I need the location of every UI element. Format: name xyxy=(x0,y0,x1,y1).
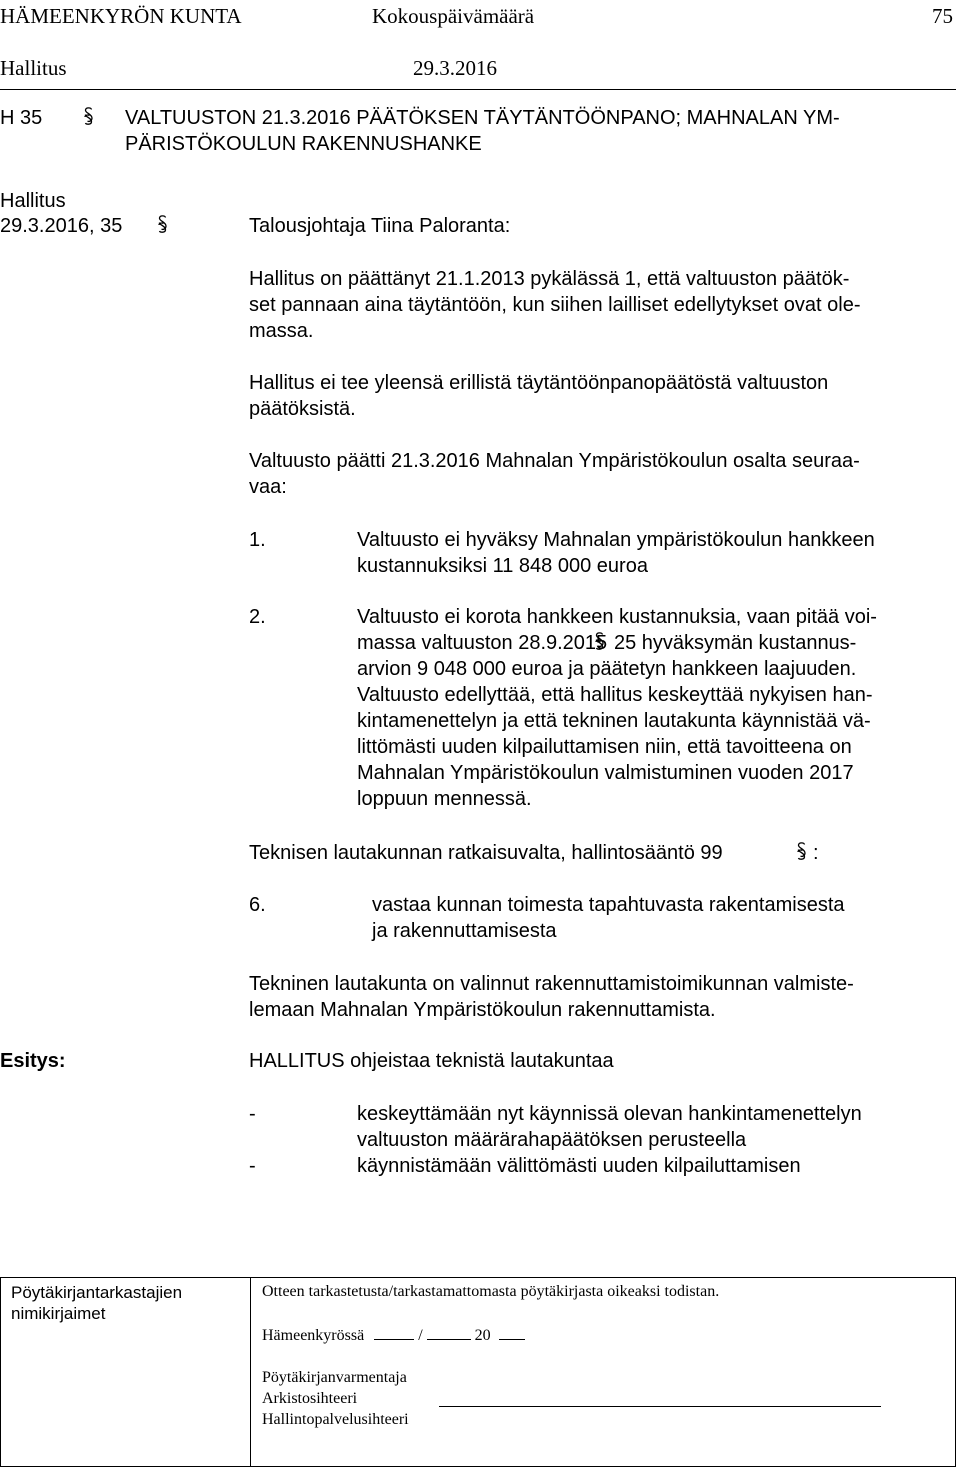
paragraph-3-line1: Valtuusto päätti 21.3.2016 Mahnalan Ympäristökoulun osalta seuraa- xyxy=(249,450,860,472)
decision-2-line3: arvion 9 048 000 euroa ja päätetyn hankkeen laajuuden. xyxy=(357,658,857,680)
decision-2-line6: littömästi uuden kilpailuttamisen niin, että tavoitteena on xyxy=(357,736,852,758)
decision-2-number: 2. xyxy=(249,606,266,628)
paragraph-2-line1: Hallitus ei tee yleensä erillistä täytäntöönpanopäätöstä valtuuston xyxy=(249,372,829,394)
meeting-ref: 29.3.2016, 35 xyxy=(0,215,123,237)
decision-1-line2: kustannuksiksi 11 848 000 euroa xyxy=(357,555,648,577)
decision-1-number: 1. xyxy=(249,529,266,551)
section-title-line1: VALTUUSTON 21.3.2016 PÄÄTÖKSEN TÄYTÄNTÖÖNPANO; MAHNALAN YM- xyxy=(125,107,840,129)
section-number xyxy=(0,105,42,131)
authority-suffix: : xyxy=(813,842,819,864)
section-sign-icon xyxy=(83,106,94,130)
header-date: 29.3.2016 xyxy=(413,56,497,80)
paragraph-2-line2: päätöksistä. xyxy=(249,398,356,420)
paragraph-3-line2: vaa: xyxy=(249,476,287,498)
footer-year: 20 xyxy=(474,1327,491,1344)
footer-left-line2: nimikirjaimet xyxy=(11,1304,106,1323)
header-rule xyxy=(0,89,956,90)
authority-text: Teknisen lautakunnan ratkaisuvalta, hallintosääntö 99 xyxy=(249,842,723,864)
presenter: Talousjohtaja Tiina Paloranta: xyxy=(249,215,511,237)
bullet-2-line1: käynnistämään välittömästi uuden kilpailuttamisen xyxy=(357,1155,801,1177)
paragraph-1-line2: set pannaan aina täytäntöön, kun siihen lailliset edellytykset ovat ole- xyxy=(249,294,861,316)
committee-line2: lemaan Mahnalan Ympäristökoulun rakennuttamista. xyxy=(249,999,716,1021)
paragraph-1-line3: massa. xyxy=(249,320,314,342)
proposal-label: Esitys: xyxy=(0,1050,66,1072)
page-number: 75 xyxy=(932,4,953,28)
footer-certify: Otteen tarkastetusta/tarkastamattomasta pöytäkirjasta oikeaksi todistan. xyxy=(262,1283,720,1300)
authority-item-line2: ja rakennuttamisesta xyxy=(372,920,557,942)
bullet-1-line1: keskeyttämään nyt käynnissä olevan hankintamenettelyn xyxy=(357,1103,862,1125)
footer-box xyxy=(0,1277,956,1467)
decision-2-line5: kintamenettelyn ja että tekninen lautakunta käynnistää vä- xyxy=(357,710,871,732)
authority-item-line1: vastaa kunnan toimesta tapahtuvasta rakentamisesta xyxy=(372,894,845,916)
footer-role3: Hallintopalvelusihteeri xyxy=(262,1411,409,1428)
header-date-label: Kokouspäivämäärä xyxy=(372,4,535,28)
bullet-2-dash: - xyxy=(249,1155,256,1177)
meeting-body: Hallitus xyxy=(0,190,66,212)
authority-item-number: 6. xyxy=(249,894,266,916)
paragraph-1-line1: Hallitus on päättänyt 21.1.2013 pykälässä 1, että valtuuston päätök- xyxy=(249,268,850,290)
bullet-1-line2: valtuuston määrärahapäätöksen perusteella xyxy=(357,1129,747,1151)
committee-line1: Tekninen lautakunta on valinnut rakennuttamistoimikunnan valmiste- xyxy=(249,973,854,995)
section-sign-icon xyxy=(796,841,807,865)
decision-2-line2a: massa valtuuston 28.9.2015 xyxy=(357,632,608,654)
month-blank xyxy=(427,1325,471,1340)
signature-line xyxy=(439,1406,881,1407)
decision-1-line1: Valtuusto ei hyväksy Mahnalan ympäristökoulun hankkeen xyxy=(357,529,875,551)
decision-2-line2b: 25 hyväksymän kustannus- xyxy=(614,632,857,654)
section-title-line2: PÄRISTÖKOULUN RAKENNUSHANKE xyxy=(125,133,482,155)
header-org: HÄMEENKYRÖN KUNTA xyxy=(0,4,242,28)
footer-place: Hämeenkyrössä xyxy=(262,1327,365,1344)
section-sign-icon xyxy=(594,631,605,655)
decision-2-line8: loppuun mennessä. xyxy=(357,788,532,810)
year-blank xyxy=(499,1325,525,1340)
decision-2-line4: Valtuusto edellyttää, että hallitus keskeyttää nykyisen han- xyxy=(357,684,873,706)
footer-role1: Pöytäkirjanvarmentaja xyxy=(262,1369,407,1386)
footer-role2: Arkistosihteeri xyxy=(262,1390,358,1407)
bullet-1-dash: - xyxy=(249,1103,256,1125)
decision-2-line7: Mahnalan Ympäristökoulun valmistuminen vuoden 2017 xyxy=(357,762,854,784)
section-number-text: H 35 xyxy=(0,107,43,129)
header-body: Hallitus xyxy=(0,56,67,80)
decision-2-line1: Valtuusto ei korota hankkeen kustannuksia, vaan pitää voi- xyxy=(357,606,877,628)
proposal-text: HALLITUS ohjeistaa teknistä lautakuntaa xyxy=(249,1050,614,1072)
day-blank xyxy=(374,1325,414,1340)
footer-left-line1: Pöytäkirjantarkastajien xyxy=(11,1283,183,1302)
footer-place-row xyxy=(262,1325,525,1346)
section-sign-icon xyxy=(157,214,168,238)
footer-divider xyxy=(250,1278,251,1466)
footer-slash: / xyxy=(418,1327,423,1344)
